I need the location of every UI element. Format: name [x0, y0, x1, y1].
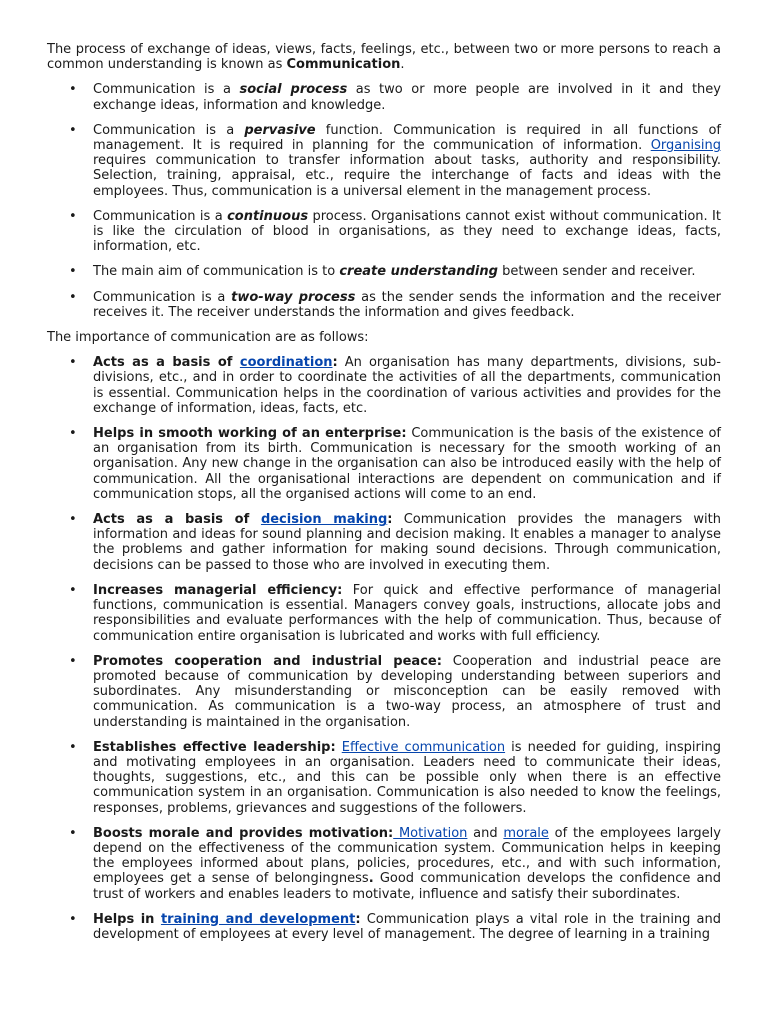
bullet-icon: •: [69, 264, 77, 280]
bullet-icon: •: [69, 208, 77, 224]
item-body: is needed for guiding, inspiring and motivating employees in an organisation. Leaders need to communicate their ideas, thoughts, suggestions, etc., and this can be possible only when there is an effective communication system in an organisation. Communication is also needed to know the feelings, responses, problems, grievances and suggestions of the followers.: [93, 739, 721, 816]
importance-list: [47, 355, 721, 942]
motivation-link[interactable]: Motivation: [393, 825, 468, 841]
list-item: [47, 912, 721, 942]
importance-intro: The importance of communication are as follows:: [47, 330, 369, 346]
list-item: • Communication is a pervasive function. Communication is required in all functions of management. It is required in planning for the communication of information. Organising requires communication to transfer information about tasks, authority and responsibility. Selection, training, appraisal, etc., require the interchange of facts and ideas with the employees. Thus, communication is a universal element in the management process.: [69, 122, 722, 199]
list-item: • Communication is a continuous process. Organisations cannot exist without communication. It is like the circulation of blood in organisations, as they need to exchange ideas, facts, information, etc.: [69, 208, 721, 255]
intro-text: The process of exchange of ideas, views, facts, feelings, etc., between two or more persons to reach a common understanding is known as: [47, 42, 721, 73]
bullet-icon: •: [69, 355, 77, 371]
bullet-icon: •: [69, 825, 77, 841]
list-item: • Communication is a two-way process as the sender sends the information and the receiver receives it. The receiver understands the information and gives feedback.: [69, 289, 721, 320]
item-body: Communication plays a vital role in the training and development of employees at every level of management. The degree of learning in a training: [93, 911, 721, 942]
item-body: Communication is the basis of the existence of an organisation from its birth. Communication is necessary for the smooth working of an organisation. Any new change in the organisation can also be introduced easily with the help of communication. All the organisational interactions are dependent on communication and if communication stops, all the organised actions will come to an end.: [93, 426, 722, 502]
bullet-icon: •: [69, 512, 77, 528]
list-item: [47, 654, 721, 730]
list-item: • Boosts morale and provides motivation: Motivation and morale of the employees largely depend on the effectiveness of the communication system. Communication helps in keeping the employees informed about plans, policies, procedures, etc., and with such information, employees get a sense of belongingness. Good communication develops the confidence and trust of workers and enables leaders to motivate, influence and satisfy their subordinates.: [69, 825, 721, 902]
decision-making-link[interactable]: decision making: [260, 512, 388, 528]
list-item: [47, 583, 721, 644]
bullet-icon: •: [69, 653, 77, 669]
training-development-link[interactable]: training and development: [160, 911, 356, 927]
item-body: Communication provides the managers with information and ideas for sound planning and decision making. It enables a manager to analyse the problems and gather information for making sound decisions. Through communication, decisions can be passed to those who are involved in executing them.: [93, 512, 721, 573]
bullet-icon: •: [69, 739, 77, 755]
bullet-icon: •: [69, 289, 77, 305]
list-item: [47, 355, 721, 416]
bullet-icon: •: [69, 82, 77, 98]
list-item: • The main aim of communication is to create understanding between sender and receiver.: [69, 264, 696, 280]
item-body: An organisation has many departments, divisions, sub-divisions, etc., and in order to coordinate the activities of all the departments, communication is essential. Communication helps in the coordination of various activities and provides for the exchange of information, ideas, facts, etc.: [93, 355, 721, 416]
emphasis-term: social process: [239, 82, 348, 98]
bullet-icon: •: [69, 582, 77, 598]
item-heading: Promotes cooperation and industrial peace:: [93, 653, 442, 669]
intro-paragraph: The process of exchange of ideas, views, facts, feelings, etc., between two or more persons to reach a common understanding is known as Communication.: [47, 42, 721, 73]
emphasis-term: continuous: [227, 208, 309, 224]
item-body: of the employees largely depend on the effectiveness of the communication system. Communication helps in keeping the employees informed about plans, policies, procedures, etc., and with such information, employees get a sense of belongingness: [93, 825, 721, 887]
bullet-icon: •: [69, 426, 77, 442]
item-heading: Increases managerial efficiency:: [93, 582, 343, 598]
list-item: [47, 512, 721, 573]
item-heading: Acts as a basis of decision making:: [93, 512, 393, 528]
effective-communication-link[interactable]: Effective communication: [341, 739, 506, 755]
bullet-icon: •: [69, 911, 77, 927]
item-body: Cooperation and industrial peace are promoted because of communication by developing understanding between superiors and subordinates. Any misunderstanding or misconception can be easily removed with communication. As communication is a two-way process, an atmosphere of trust and understanding is maintained in the organisation.: [93, 653, 721, 730]
item-heading: Establishes effective leadership:: [93, 739, 336, 755]
bullet-icon: •: [69, 122, 77, 138]
organising-link[interactable]: Organising: [650, 138, 721, 154]
emphasis-term: two-way process: [231, 289, 356, 305]
item-body: For quick and effective performance of managerial functions, communication is essential. Managers convey goals, instructions, allocate jobs and responsibilities and evaluate performances with the help of communication. Thus, because of communication entire organisation is lubricated and works with full efficiency.: [93, 582, 721, 644]
morale-link[interactable]: morale: [503, 825, 549, 841]
list-item: [47, 426, 721, 502]
intro-bold-term: Communication: [286, 57, 401, 73]
item-heading: Acts as a basis of coordination:: [93, 355, 338, 371]
emphasis-term: create understanding: [339, 264, 498, 280]
item-heading: Boosts morale and provides motivation:: [93, 825, 394, 841]
coordination-link[interactable]: coordination: [239, 355, 333, 371]
features-list: [47, 82, 721, 320]
list-item: [47, 740, 721, 816]
list-item: • Communication is a social process as two or more people are involved in it and they exchange ideas, information and knowledge.: [69, 82, 721, 113]
item-heading: Helps in training and development:: [93, 911, 361, 927]
item-heading: Helps in smooth working of an enterprise:: [93, 426, 407, 442]
emphasis-term: pervasive: [244, 122, 316, 138]
